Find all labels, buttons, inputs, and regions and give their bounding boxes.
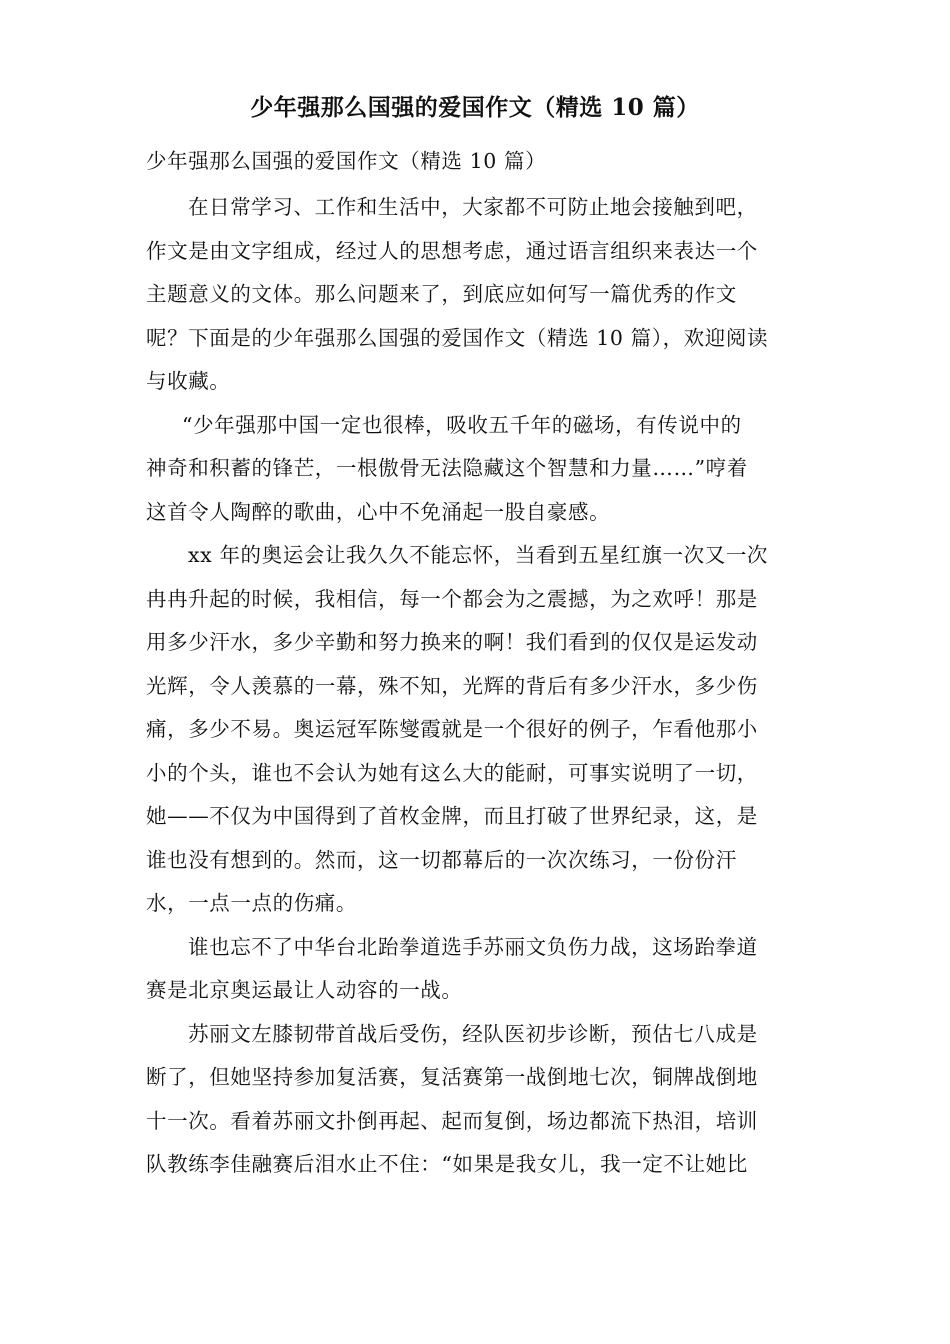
document-body	[146, 186, 806, 1187]
document-title: 少年强那么国强的爱国作文（精选 10 篇）	[250, 94, 700, 121]
paragraph-line: 在日常学习、工作和生活中，大家都不可防止地会接触到吧，	[188, 195, 758, 219]
paragraph-song-quote	[146, 404, 806, 535]
paragraph-line: 与收藏。	[146, 369, 231, 393]
paragraph-line: 谁也没有想到的。然而，这一切都幕后的一次次练习，一份份汗	[146, 847, 737, 872]
paragraph-line: 谁也忘不了中华台北跆拳道选手苏丽文负伤力战，这场跆拳道	[188, 934, 758, 959]
paragraph-line: 用多少汗水，多少辛勤和努力换来的啊！我们看到的仅仅是运发动	[146, 630, 758, 654]
paragraph-line: 痛，多少不易。奥运冠军陈燮霞就是一个很好的例子，乍看他那小	[146, 717, 758, 741]
paragraph-line: 水，一点一点的伤痛。	[146, 891, 357, 915]
paragraph-line: 赛是北京奥运最让人动容的一战。	[146, 978, 463, 1002]
paragraph-line: xx 年的奥运会让我久久不能忘怀，当看到五星红旗一次又一次	[188, 543, 769, 567]
paragraph-line: 冉冉升起的时候，我相信，每一个都会为之震撼，为之欢呼！那是	[146, 586, 758, 611]
paragraph-line: 光辉，令人羡慕的一幕，殊不知，光辉的背后有多少汗水，多少伤	[146, 673, 758, 698]
paragraph-line: 作文是由文字组成，经过人的思想考虑，通过语言组织来表达一个	[146, 238, 758, 263]
paragraph-line: 断了，但她坚持参加复活赛，复活赛第一战倒地七次，铜牌战倒地	[146, 1065, 758, 1089]
paragraph-line: 神奇和积蓄的锋芒，一根傲骨无法隐藏这个智慧和力量……”哼着	[146, 456, 748, 480]
paragraph-line: 这首令人陶醉的歌曲，心中不免涌起一股自豪感。	[146, 499, 611, 524]
paragraph-line: 主题意义的文体。那么问题来了，到底应如何写一篇优秀的作文	[146, 282, 737, 306]
paragraph-taekwondo	[146, 926, 806, 1013]
paragraph-line: 呢？下面是的少年强那么国强的爱国作文（精选 10 篇），欢迎阅读	[146, 325, 769, 350]
paragraph-line: 她——不仅为中国得到了首枚金牌，而且打破了世界纪录，这，是	[146, 804, 758, 828]
document-subtitle: 少年强那么国强的爱国作文（精选 10 篇）	[146, 149, 547, 173]
paragraph-line: 小的个头，谁也不会认为她有这么大的能耐，可事实说明了一切，	[146, 760, 758, 785]
paragraph-line: 十一次。看着苏丽文扑倒再起、起而复倒，场边都流下热泪，培训	[146, 1108, 758, 1133]
paragraph-su-liwen	[146, 1013, 806, 1187]
paragraph-olympics	[146, 534, 806, 926]
paragraph-line: 队教练李佳融赛后泪水止不住：“如果是我女儿，我一定不让她比	[146, 1152, 748, 1176]
paragraph-intro	[146, 186, 806, 404]
paragraph-line: 苏丽文左膝韧带首战后受伤，经队医初步诊断，预估七八成是	[188, 1021, 758, 1046]
paragraph-line: “少年强那中国一定也很棒，吸收五千年的磁场，有传说中的	[182, 412, 742, 437]
